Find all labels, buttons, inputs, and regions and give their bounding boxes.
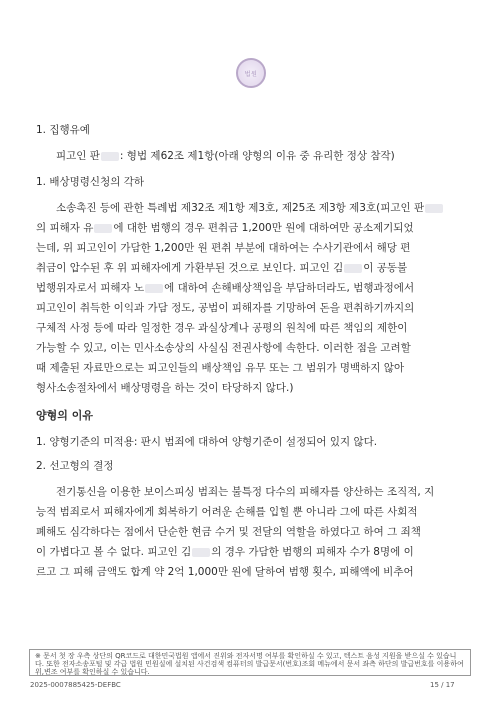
text-segment: 의 피해자 유 bbox=[36, 222, 94, 234]
text-line: 2. 선고형의 결정 bbox=[36, 460, 114, 472]
text-line: 1. 양형기준의 미적용: 판시 범죄에 대하여 양형기준이 설정되어 있지 않다. bbox=[36, 436, 378, 448]
text-segment: : 형법 제62조 제1항(아래 양형의 이유 중 유리한 정상 참작) bbox=[119, 150, 395, 162]
text-line: 는데, 위 피고인이 가담한 1,200만 원 편취 부분에 대하여는 수사기관에서 해당 편 bbox=[36, 242, 411, 254]
text-segment: 에 대하여 손해배상책임을 부담하더라도, 범행과정에서 bbox=[164, 282, 415, 294]
redaction-mark bbox=[344, 264, 362, 273]
redaction-mark bbox=[145, 284, 163, 293]
text-segment: 이 공동불 bbox=[363, 262, 408, 274]
redaction-mark bbox=[425, 204, 443, 213]
text-line: 르고 그 피해 금액도 합계 약 2억 1,000만 원에 달하여 범행 횟수, 피해액에 비추어 bbox=[36, 566, 414, 578]
redaction-mark bbox=[101, 152, 119, 161]
text-segment: 취금이 압수된 후 위 피해자에게 가환부된 것으로 보인다. 피고인 김 bbox=[36, 262, 344, 274]
redaction-mark bbox=[94, 224, 112, 233]
text-segment: 이 가볍다고 볼 수 없다. 피고인 김 bbox=[36, 546, 192, 558]
page-number: 15 / 17 bbox=[430, 681, 455, 689]
text-segment: 의 경우 가담한 범행의 피해자 수가 8명에 이 bbox=[211, 546, 414, 558]
text-line: 구체적 사정 등에 따라 일정한 경우 과실상계나 공평의 원칙에 따른 책임의 제한이 bbox=[36, 322, 408, 334]
document-body bbox=[36, 120, 466, 582]
text-line: 전기통신을 이용한 보이스피싱 범죄는 불특정 다수의 피해자를 양산하는 조직적, 지 bbox=[56, 486, 435, 498]
court-seal-icon bbox=[236, 58, 266, 88]
section-heading: 1. 배상명령신청의 각하 bbox=[36, 176, 144, 188]
text-line bbox=[36, 542, 466, 562]
text-line bbox=[36, 278, 466, 298]
text-line: 형사소송절차에서 배상명령을 하는 것이 타당하지 않다.) bbox=[36, 382, 294, 394]
seal-text: 법원 bbox=[244, 71, 258, 78]
redaction-mark bbox=[192, 548, 210, 557]
text-line: 폐해도 심각하다는 점에서 단순한 현금 수거 및 전달의 역할을 하였다고 하여 그 죄책 bbox=[36, 526, 421, 538]
text-line: 때 제출된 자료만으로는 피고인들의 배상책임 유무 또는 그 범위가 명백하지 않아 bbox=[36, 362, 405, 374]
text-segment: 소송촉진 등에 관한 특례법 제32조 제1항 제3호, 제25조 제3항 제3호(피고인 판 bbox=[56, 202, 425, 214]
text-line bbox=[36, 198, 466, 218]
document-number: 2025-0007885425-DEFBC bbox=[30, 681, 121, 689]
text-line: 가능할 수 있고, 이는 민사소송상의 사실심 전권사항에 속한다. 이러한 점을 고려할 bbox=[36, 342, 411, 354]
section-heading: 1. 집행유예 bbox=[36, 124, 90, 136]
text-line bbox=[36, 218, 466, 238]
text-segment: 피고인 판 bbox=[56, 150, 100, 162]
verification-notice: ※ 문서 첫 장 우측 상단의 QR코드로 대한민국법원 앱에서 진위와 전자서명 여부를 확인하실 수 있고, 텍스트 음성 지원을 받으실 수 있습니다. 또한 전자소송포털 및 각급 법원 민원실에 설치된 사건검색 컴퓨터의 발급문서(번호)조회 메뉴에서 문서 좌측 하단의 발급번호를 이용하여 위,변조 여부를 확인하실 수 있습니다. bbox=[29, 649, 471, 676]
text-line: 능적 범죄로서 피해자에게 회복하기 어려운 손해를 입힐 뿐 아니라 그에 따른 사회적 bbox=[36, 506, 418, 518]
text-segment: 에 대한 범행의 경우 편취금 1,200만 원에 대하여만 공소제기되었 bbox=[113, 222, 414, 234]
text-line bbox=[36, 258, 466, 278]
text-line bbox=[36, 146, 466, 166]
text-line: 피고인이 취득한 이익과 가담 정도, 공범이 피해자를 기망하여 돈을 편취하기까지의 bbox=[36, 302, 415, 314]
section-heading: 양형의 이유 bbox=[36, 409, 93, 422]
text-segment: 법행위자로서 피해자 노 bbox=[36, 282, 145, 294]
